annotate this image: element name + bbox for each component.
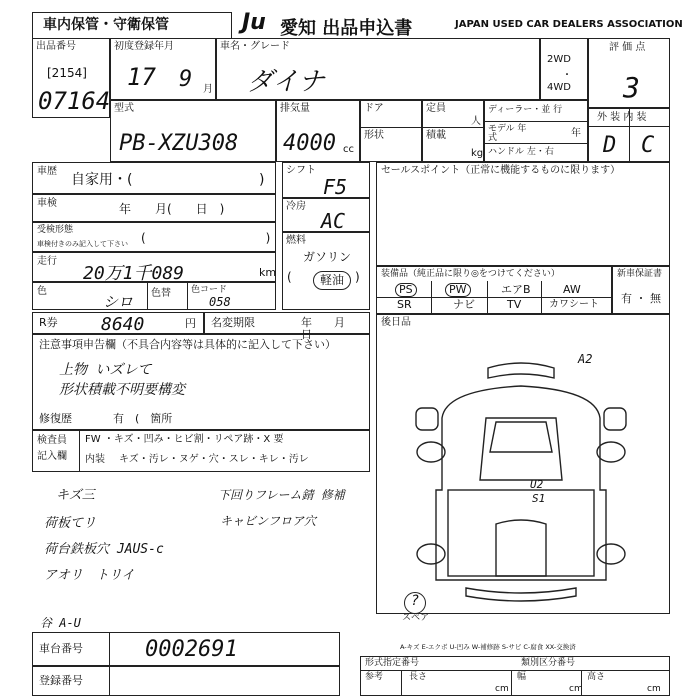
- notes-line-1: 上物 いズレて: [59, 362, 152, 378]
- fuel-label: 燃料: [286, 235, 306, 246]
- hand-note-right-2: キャビンフロア穴: [220, 514, 317, 528]
- shift-box: [282, 162, 370, 198]
- inspector-row-1: FW ・キズ・凹み・ヒビ割・リペア跡・X 要: [85, 434, 284, 445]
- length-unit: cm: [495, 684, 509, 694]
- drive-box: 2WD ・ 4WD: [540, 38, 588, 100]
- registration-label: 登録番号: [39, 674, 83, 687]
- shape-label: 形状: [364, 130, 384, 141]
- width-label: 幅: [517, 672, 527, 682]
- model-year-label: モデル 年式: [488, 124, 527, 144]
- front-left-wheel: [417, 442, 445, 462]
- car-name-value: ダイナ: [247, 67, 325, 97]
- fuel-value: ガソリン: [303, 250, 352, 264]
- car-name-box: [216, 38, 540, 100]
- color-code-label: 色コード: [191, 285, 228, 295]
- title-change-value: 年 月 日: [301, 316, 367, 341]
- notes-box: [32, 334, 370, 430]
- repaint-label: 色替: [151, 288, 171, 299]
- history-value: 自家用・(: [71, 172, 133, 188]
- equipment-label: 装備品（純正品に限り◎をつけてください）: [381, 269, 560, 279]
- org-title: 愛知 出品申込書: [280, 18, 413, 39]
- recycle-value: 8640: [101, 314, 145, 335]
- load-label: 積載: [426, 130, 446, 141]
- damage-mark-front: A2: [578, 352, 593, 366]
- receipt-paren: ( ): [141, 231, 271, 245]
- dealer-label: ディーラー・並 行: [488, 105, 563, 115]
- shift-value: F5: [323, 175, 348, 199]
- model-box: [110, 100, 276, 162]
- kg-unit: kg: [471, 148, 484, 159]
- equipment-box: [376, 266, 612, 314]
- person-unit: 人: [471, 116, 481, 127]
- first-reg-month: 9: [179, 67, 193, 92]
- listing-number-value: 07164: [38, 87, 111, 115]
- windshield: [490, 422, 552, 452]
- door-box: [360, 100, 422, 162]
- month-unit: 月: [203, 84, 213, 95]
- equip-pw: PW: [445, 283, 471, 297]
- hand-note-right-1: 下回りフレーム錆 修補: [218, 488, 345, 502]
- inspector-label-2: 記入欄: [37, 451, 67, 462]
- inspection-row: [32, 194, 276, 222]
- cargo-bed: [448, 490, 594, 576]
- shift-label: シフト: [286, 165, 316, 176]
- storage-label: 車内保管・守衛保管: [43, 17, 169, 33]
- rating-label: 評 価 点: [609, 42, 646, 53]
- receipt-row: [32, 222, 276, 252]
- repair-history-label: 修復歴: [39, 412, 72, 425]
- history-row: [32, 162, 276, 194]
- sales-point-box: [376, 162, 670, 266]
- repair-history-value: 有 ( 箇所: [113, 412, 173, 425]
- equip-airbag: エアB: [501, 283, 531, 296]
- ext-int-label: 外 装 内 装: [597, 112, 647, 123]
- inspector-row-2: キズ・汚レ・ヌゲ・穴・スレ・キレ・汚レ: [119, 454, 309, 465]
- mileage-row: [32, 252, 276, 282]
- ext-grade: D: [603, 133, 617, 158]
- frame-number-label: 車台番号: [39, 642, 83, 655]
- notes-line-2: 形状積載不明要構変: [59, 382, 185, 398]
- reference-label: 参考: [365, 672, 384, 682]
- title-change-row: [204, 312, 370, 341]
- displacement-box: [276, 100, 360, 162]
- frame-number-row: [32, 632, 340, 666]
- hand-note-1: キズ三: [56, 488, 95, 503]
- right-mirror: [604, 408, 626, 430]
- receipt-note: 車検付きのみ記入して下さい: [37, 240, 128, 248]
- color-code-value: 058: [209, 295, 231, 309]
- cc-unit: cc: [343, 144, 354, 155]
- inspection-label: 車検: [37, 198, 57, 209]
- receipt-label: 受検形態: [37, 225, 74, 235]
- storage-badge: [32, 12, 232, 39]
- listing-number-label: 出品番号: [36, 41, 76, 52]
- aircon-value: AC: [321, 209, 346, 233]
- history-label: 車歴: [37, 166, 57, 177]
- org-english: JAPAN USED CAR DEALERS ASSOCIATION: [455, 19, 683, 30]
- front-bumper: [488, 363, 554, 378]
- registration-row: [32, 666, 340, 696]
- handle-label: ハンドル 左・右: [488, 147, 554, 157]
- cert-shape-label: 形式指定番号: [365, 658, 420, 668]
- car-name-label: 車名・グレード: [220, 41, 290, 52]
- ext-int-box: [588, 108, 670, 162]
- equip-sr: SR: [397, 298, 412, 311]
- model-label: 型式: [114, 103, 134, 114]
- rating-value: 3: [623, 71, 640, 104]
- displacement-value: 4000: [283, 131, 336, 156]
- hand-note-2: 荷板てリ: [44, 516, 97, 531]
- model-value: PB-XZU308: [119, 131, 239, 156]
- equip-navi: ナビ: [453, 298, 475, 311]
- fuel-diesel: 軽油: [313, 271, 351, 290]
- listing-number-box: [32, 38, 110, 118]
- sales-point-label: セールスポイント（正常に機能するものに限ります）: [381, 165, 621, 176]
- equip-tv: TV: [507, 298, 522, 311]
- hand-note-3: 荷台鉄板穴 JAUS-c: [44, 542, 164, 557]
- bottom-note: 谷 A-U: [40, 616, 81, 630]
- drive-4wd: 4WD: [547, 82, 571, 93]
- rear-items-label: 後日品: [381, 317, 411, 328]
- car-damage-diagram: [376, 340, 670, 610]
- damage-mark-center: U2: [530, 478, 544, 491]
- door-label: ドア: [364, 103, 384, 114]
- km-unit: km: [259, 266, 277, 279]
- equip-aw: AW: [563, 283, 581, 296]
- equip-power-seat: カワシート: [549, 299, 599, 310]
- mileage-value: 20万1千089: [83, 263, 185, 284]
- height-label: 高さ: [587, 672, 606, 682]
- recycle-label: R券: [39, 316, 58, 329]
- recycle-row: [32, 312, 204, 334]
- front-right-wheel: [597, 442, 625, 462]
- damage-mark-center-2: S1: [532, 492, 546, 505]
- category-label: 類別区分番号: [521, 658, 576, 668]
- rear-left-wheel: [417, 544, 445, 564]
- warranty-box: [612, 266, 670, 314]
- first-reg-year: 17: [127, 63, 156, 91]
- aircon-label: 冷房: [286, 201, 306, 212]
- inspector-row-2-label: 内装: [85, 454, 105, 465]
- width-unit: cm: [569, 684, 583, 694]
- bed-center: [496, 520, 546, 576]
- length-label: 長さ: [409, 672, 428, 682]
- rating-box: [588, 38, 670, 108]
- first-reg-label: 初度登録年月: [114, 41, 174, 52]
- left-mirror: [416, 408, 438, 430]
- warranty-value: 有 ・ 無: [621, 292, 661, 305]
- listing-number-small: [2154]: [47, 66, 87, 80]
- title-change-label: 名変期限: [211, 316, 255, 329]
- int-grade: C: [641, 133, 655, 158]
- mileage-label: 走行: [37, 256, 57, 267]
- capacity-label: 定員: [426, 103, 446, 114]
- year-unit: 年: [571, 128, 581, 139]
- color-label: 色: [37, 286, 47, 297]
- rear-bumper: [466, 588, 576, 601]
- fuel-box: 燃料 ガソリン ( 軽油 ): [282, 232, 370, 310]
- yen-unit: 円: [185, 317, 196, 330]
- warranty-label: 新車保証書: [617, 269, 663, 279]
- inspection-value: 年 月( 日 ): [119, 202, 225, 216]
- hand-note-4: アオリ トリイ: [44, 568, 135, 583]
- ju-logo: Ju: [242, 10, 266, 35]
- damage-legend: A-キズ E-エクボ U-凹み W-補修跡 S-サビ C-腐食 XX-交換済: [400, 643, 576, 651]
- spec-box: [360, 656, 670, 696]
- first-reg-box: [110, 38, 216, 100]
- spare-mark: ?: [404, 592, 426, 614]
- spare-label: スペア: [402, 613, 430, 623]
- height-unit: cm: [647, 684, 661, 694]
- capacity-box: [422, 100, 484, 162]
- displacement-label: 排気量: [280, 103, 310, 114]
- notes-label: 注意事項申告欄（不具合内容等は具体的に記入して下さい）: [39, 338, 336, 351]
- aircon-box: [282, 198, 370, 232]
- drive-2wd: 2WD: [547, 54, 571, 65]
- frame-number-value: 0002691: [145, 637, 238, 662]
- body-outline: [436, 386, 606, 580]
- color-value: シロ: [103, 293, 134, 311]
- dealer-box: [484, 100, 588, 162]
- inspector-box: [32, 430, 370, 472]
- rear-right-wheel: [597, 544, 625, 564]
- history-close: ): [259, 172, 265, 188]
- equip-ps: PS: [395, 283, 417, 297]
- color-row: [32, 282, 276, 310]
- cabin: [480, 418, 562, 480]
- inspector-label-1: 検査員: [37, 435, 67, 446]
